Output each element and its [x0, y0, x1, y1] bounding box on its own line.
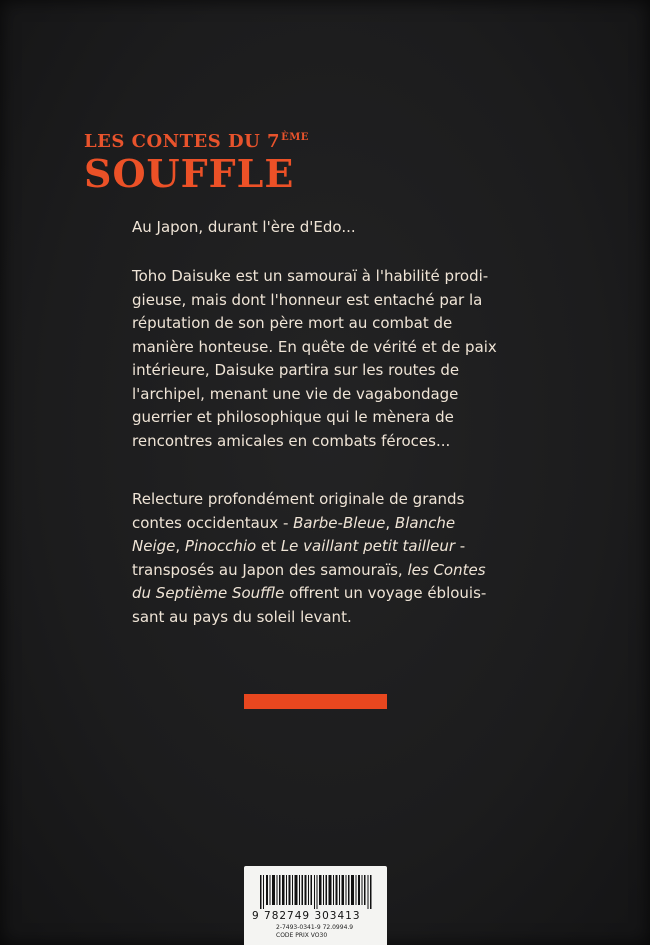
series-name-italic: les Contes [407, 560, 486, 579]
synopsis-line: intérieure, Daisuke partira sur les routes de [132, 361, 460, 379]
synopsis-line: guerrier et philosophique qui le mènera de [132, 408, 454, 426]
title-line-1: LES CONTES DU 7ÈME [84, 131, 309, 152]
synopsis-line: réputation de son père mort au combat de [132, 314, 453, 332]
synopsis-line: gieuse, mais dont l'honneur est entaché par la [132, 290, 483, 309]
tale-title: Blanche [394, 513, 456, 532]
synopsis-line: manière honteuse. En quête de vérité et de paix [132, 337, 497, 356]
tale-title: Pinocchio [184, 537, 257, 555]
series-name-italic: du Septième Souffle [132, 584, 285, 602]
accent-bar [244, 694, 387, 709]
synopsis-line: Toho Daisuke est un samouraï à l'habilité prodi- [132, 267, 489, 285]
price-code: CODE PRIX VO30 [276, 932, 328, 939]
isbn-number: 9 782749 303413 [252, 910, 361, 922]
barcode-code-line: 2-7493-0341-9 72.0994.9 [276, 924, 354, 931]
title-superscript: ÈME [281, 132, 309, 143]
barcode-label [244, 866, 387, 945]
barcode-bars [260, 875, 372, 909]
description-line: du Septième Souffle offrent un voyage éblouis- [132, 584, 487, 602]
series-title [84, 128, 309, 194]
description-line: Relecture profondément originale de grands [132, 490, 465, 508]
barcode-subtext [276, 924, 353, 940]
description-line: transposés au Japon des samouraïs, les Contes [132, 560, 486, 579]
tale-title: Le vaillant petit tailleur [280, 537, 456, 555]
description-line: Neige, Pinocchio et Le vaillant petit tailleur - [132, 537, 466, 555]
intro-line: Au Japon, durant l'ère d'Edo... [132, 218, 356, 236]
title-line-2: SOUFFLE [84, 151, 295, 196]
synopsis-paragraph [132, 265, 504, 453]
description-paragraph [132, 488, 504, 629]
tale-title: Barbe-Bleue [293, 513, 386, 532]
description-line: contes occidentaux - Barbe-Bleue, Blanche [132, 513, 456, 532]
synopsis-line: rencontres amicales en combats féroces... [132, 431, 451, 450]
intro-paragraph [132, 216, 504, 240]
synopsis-line: l'archipel, menant une vie de vagabondage [132, 384, 459, 403]
tale-title: Neige [132, 537, 176, 555]
description-line: sant au pays du soleil levant. [132, 607, 352, 626]
